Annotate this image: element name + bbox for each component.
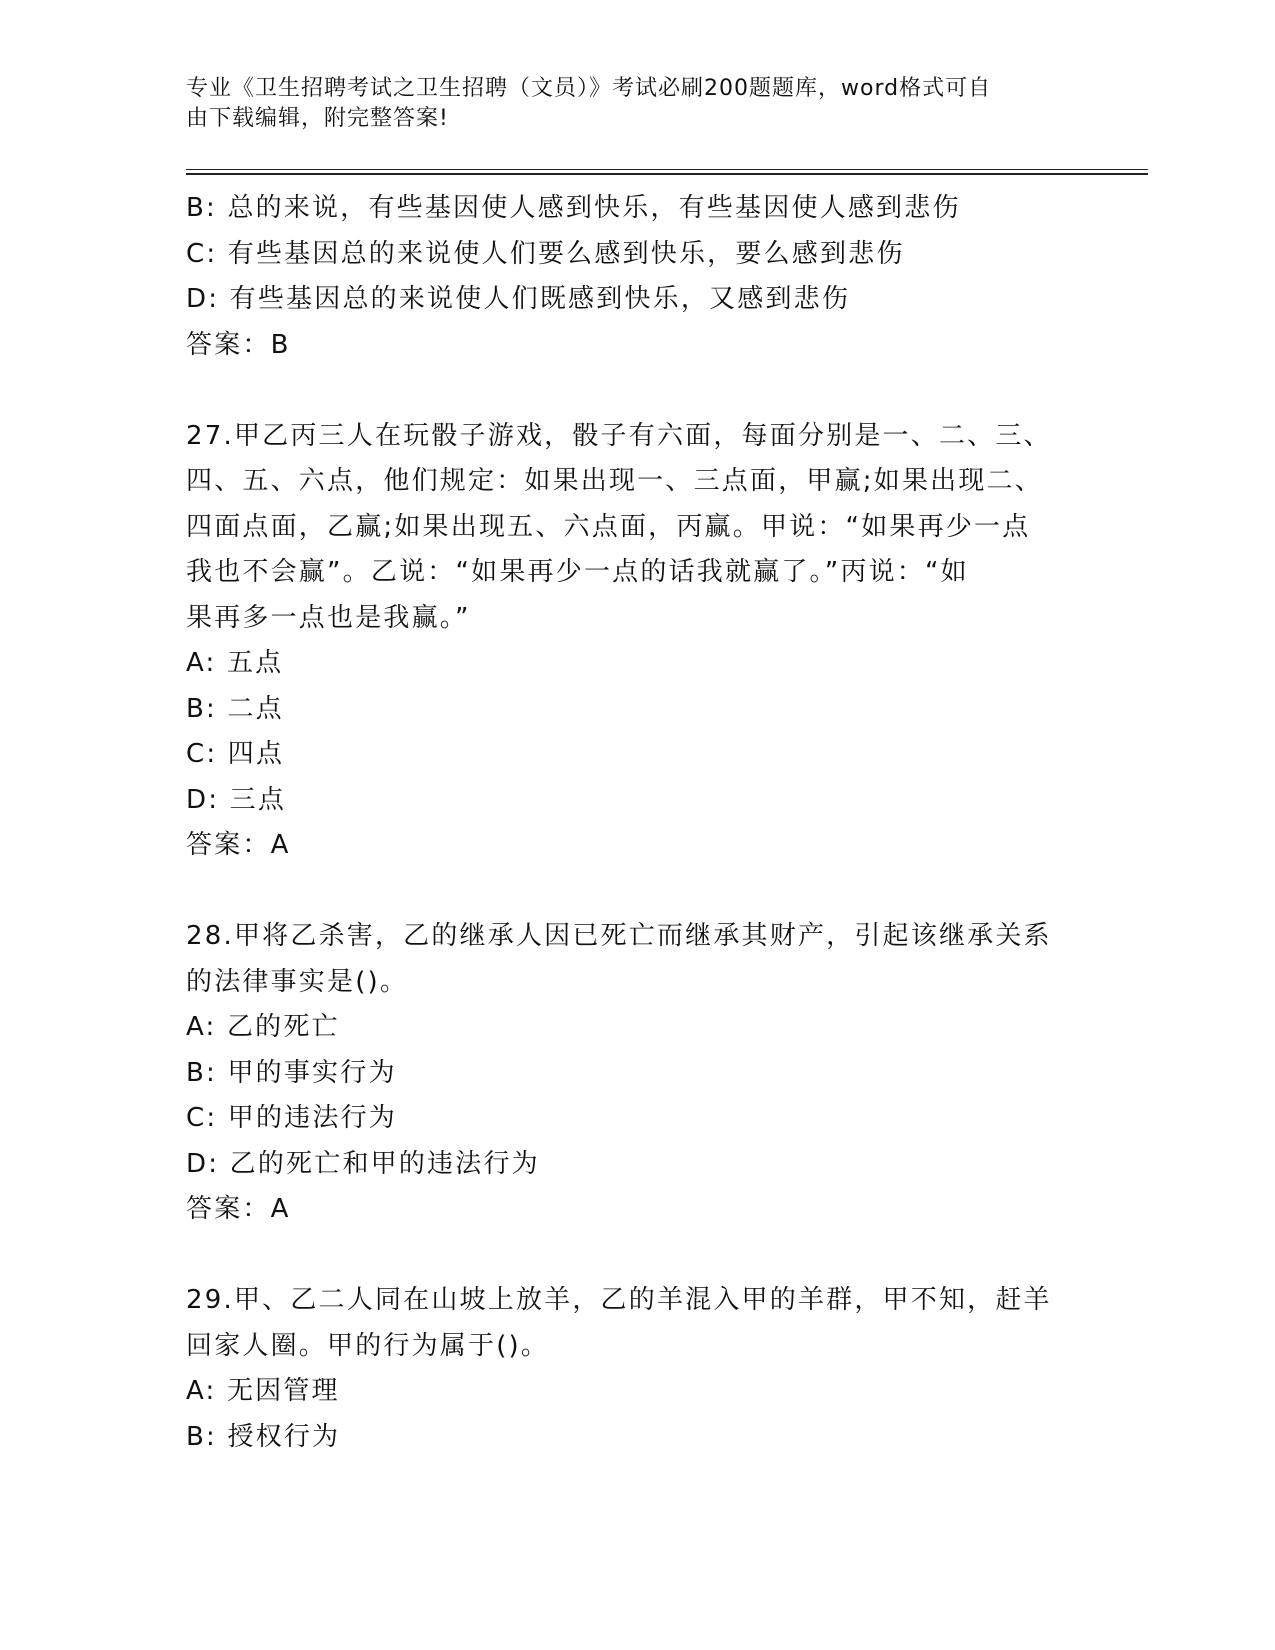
option-c: C: 四点 [186, 739, 285, 769]
option-d: D: 三点 [186, 784, 287, 815]
option-c: C: 甲的违法行为 [186, 1103, 397, 1133]
question-stem-line: 四、五、六点，他们规定：如果出现一、三点面，甲赢;如果出现二、 [186, 466, 1043, 496]
spacer [186, 1233, 1086, 1279]
header-title-line-1: 专业《卫生招聘考试之卫生招聘（文员）》考试必刷200题题库，word格式可自 [186, 76, 992, 101]
option-a: A: 无因管理 [186, 1376, 340, 1406]
question-stem-line: 27.甲乙丙三人在玩骰子游戏，骰子有六面，每面分别是一、二、三、 [186, 420, 1052, 451]
answer-line: 答案：A [186, 830, 291, 860]
question-27-block [186, 414, 1086, 869]
question-stem-line: 29.甲、乙二人同在山坡上放羊，乙的羊混入甲的羊群，甲不知，赶羊 [186, 1285, 1052, 1315]
answer-line: 答案：A [186, 1194, 291, 1224]
header-divider-thin [186, 169, 1148, 170]
spacer [186, 368, 1086, 414]
option-b: B: 二点 [186, 693, 284, 724]
question-stem-line: 回家人圈。甲的行为属于()。 [186, 1330, 550, 1361]
question-28-block [186, 914, 1086, 1233]
option-d: D: 有些基因总的来说使人们既感到快乐，又感到悲伤 [186, 284, 851, 314]
question-26-block [186, 186, 1086, 368]
answer-line: 答案：B [186, 329, 291, 360]
option-a: A: 五点 [186, 648, 284, 678]
question-stem-line: 四面点面，乙赢;如果出现五、六点面，丙赢。甲说：“如果再少一点 [186, 511, 1031, 542]
option-a: A: 乙的死亡 [186, 1012, 340, 1042]
question-content [186, 186, 1086, 1460]
spacer [186, 869, 1086, 915]
document-header [186, 74, 1066, 134]
option-d: D: 乙的死亡和甲的违法行为 [186, 1148, 540, 1179]
header-title-line-2: 由下载编辑，附完整答案! [186, 106, 449, 131]
question-stem-line: 28.甲将乙杀害，乙的继承人因已死亡而继承其财产，引起该继承关系 [186, 921, 1052, 951]
question-stem-line: 的法律事实是()。 [186, 966, 409, 997]
question-stem-line: 果再多一点也是我赢。” [186, 602, 471, 633]
option-b: B: 总的来说，有些基因使人感到快乐，有些基因使人感到悲伤 [186, 193, 961, 223]
option-b: B: 授权行为 [186, 1421, 341, 1452]
header-divider-thick [186, 173, 1148, 175]
question-stem-line: 我也不会赢”。乙说：“如果再少一点的话我就赢了。”丙说：“如 [186, 557, 969, 587]
question-29-block [186, 1278, 1086, 1460]
option-b: B: 甲的事实行为 [186, 1057, 397, 1088]
option-c: C: 有些基因总的来说使人们要么感到快乐，要么感到悲伤 [186, 238, 905, 269]
